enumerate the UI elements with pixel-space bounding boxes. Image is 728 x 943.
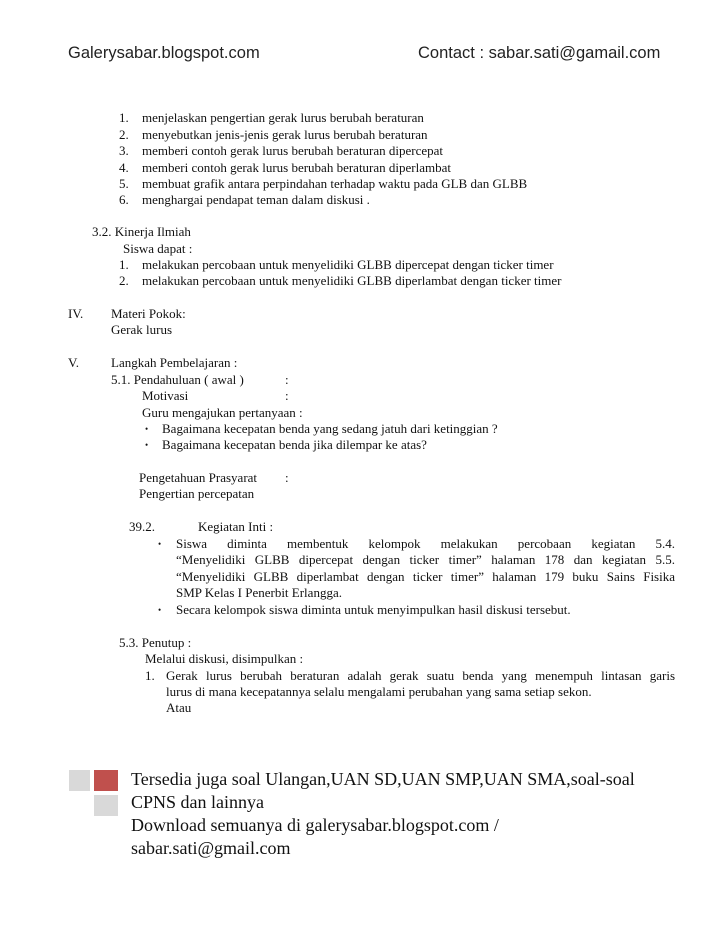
list-item-number: 2. [119,273,129,288]
kegiatan-title: Kegiatan Inti : [198,519,274,534]
section-title: Langkah Pembelajaran : [111,355,238,370]
section-numeral: V. [68,355,79,370]
prasyarat-label: Pengetahuan Prasyarat [139,470,258,485]
prasyarat-body: Pengertian percepatan [139,486,255,501]
list-item-number: 1. [119,110,129,125]
list-item: menjelaskan pengertian gerak lurus berubah beraturan [142,110,424,125]
motivasi-label: Motivasi [142,388,189,403]
kinerja-intro: Siswa dapat : [123,241,193,256]
bullet-icon: • [158,539,162,549]
section-title: Materi Pokok: [111,306,186,321]
gray-square-decor [69,770,90,791]
motivasi-colon: : [285,388,289,403]
guru-question-intro: Guru mengajukan pertanyaan : [142,405,303,420]
bullet-icon: • [145,424,149,434]
list-item-number: 6. [119,192,129,207]
list-item-number: 1. [119,257,129,272]
header-site: Galerysabar.blogspot.com [68,44,260,62]
list-item-number: 1. [145,668,155,683]
bullet-icon: • [158,605,162,615]
list-item: Bagaimana kecepatan benda jika dilempar ke atas? [162,437,427,452]
list-item: menyebutkan jenis-jenis gerak lurus berubah beraturan [142,127,428,142]
list-item-number: 4. [119,160,129,175]
kegiatan-number: 39.2. [129,519,155,534]
list-item: Secara kelompok siswa diminta untuk menyimpulkan hasil diskusi tersebut. [176,602,571,617]
kinerja-heading: 3.2. Kinerja Ilmiah [92,224,191,239]
footer-line: CPNS dan lainnya [131,792,264,812]
list-item: memberi contoh gerak lurus berubah beraturan dipercepat [142,143,444,158]
paragraph-line: “Menyelidiki GLBB diperlambat dengan ticker timer” halaman 179 buku Sains Fisika [176,569,675,584]
prasyarat-colon: : [285,470,289,485]
penutup-intro: Melalui diskusi, disimpulkan : [145,651,304,666]
paragraph-line: lurus di mana kecepatannya selalu mengalami perubahan yang sama setiap sekon. [166,684,592,699]
atau-text: Atau [166,700,192,715]
footer-line: Tersedia juga soal Ulangan,UAN SD,UAN SMP,UAN SMA,soal-soal [131,769,635,789]
list-item: menghargai pendapat teman dalam diskusi . [142,192,370,207]
footer-line: sabar.sati@gmail.com [131,838,291,858]
paragraph-line: Gerak lurus berubah beraturan adalah gerak suatu benda yang menempuh lintasan garis [166,668,675,683]
section-numeral: IV. [68,306,84,321]
paragraph-line: SMP Kelas I Penerbit Erlangga. [176,585,342,600]
footer-line: Download semuanya di galerysabar.blogspot.com / [131,815,499,835]
list-item: melakukan percobaan untuk menyelidiki GLBB dipercepat dengan ticker timer [142,257,554,272]
list-item: membuat grafik antara perpindahan terhadap waktu pada GLB dan GLBB [142,176,528,191]
footer-notice [131,768,635,860]
list-item: Bagaimana kecepatan benda yang sedang jatuh dari ketinggian ? [162,421,498,436]
penutup-label: 5.3. Penutup : [119,635,192,650]
red-square-decor [94,770,118,791]
list-item-number: 3. [119,143,129,158]
list-item: memberi contoh gerak lurus berubah beraturan diperlambat [142,160,451,175]
list-item-number: 5. [119,176,129,191]
paragraph-line: “Menyelidiki GLBB dipercepat dengan ticker timer” halaman 178 dan kegiatan 5.5. [176,552,675,567]
header-contact: Contact : sabar.sati@gamail.com [418,44,661,62]
pendahuluan-colon: : [285,372,289,387]
list-item: melakukan percobaan untuk menyelidiki GLBB diperlambat dengan ticker timer [142,273,562,288]
paragraph-line: Siswa diminta membentuk kelompok melakukan percobaan kegiatan 5.4. [176,536,675,551]
pendahuluan-label: 5.1. Pendahuluan ( awal ) [111,372,244,387]
section-body: Gerak lurus [111,322,173,337]
list-item-number: 2. [119,127,129,142]
bullet-icon: • [145,440,149,450]
gray-square-decor [94,795,118,816]
